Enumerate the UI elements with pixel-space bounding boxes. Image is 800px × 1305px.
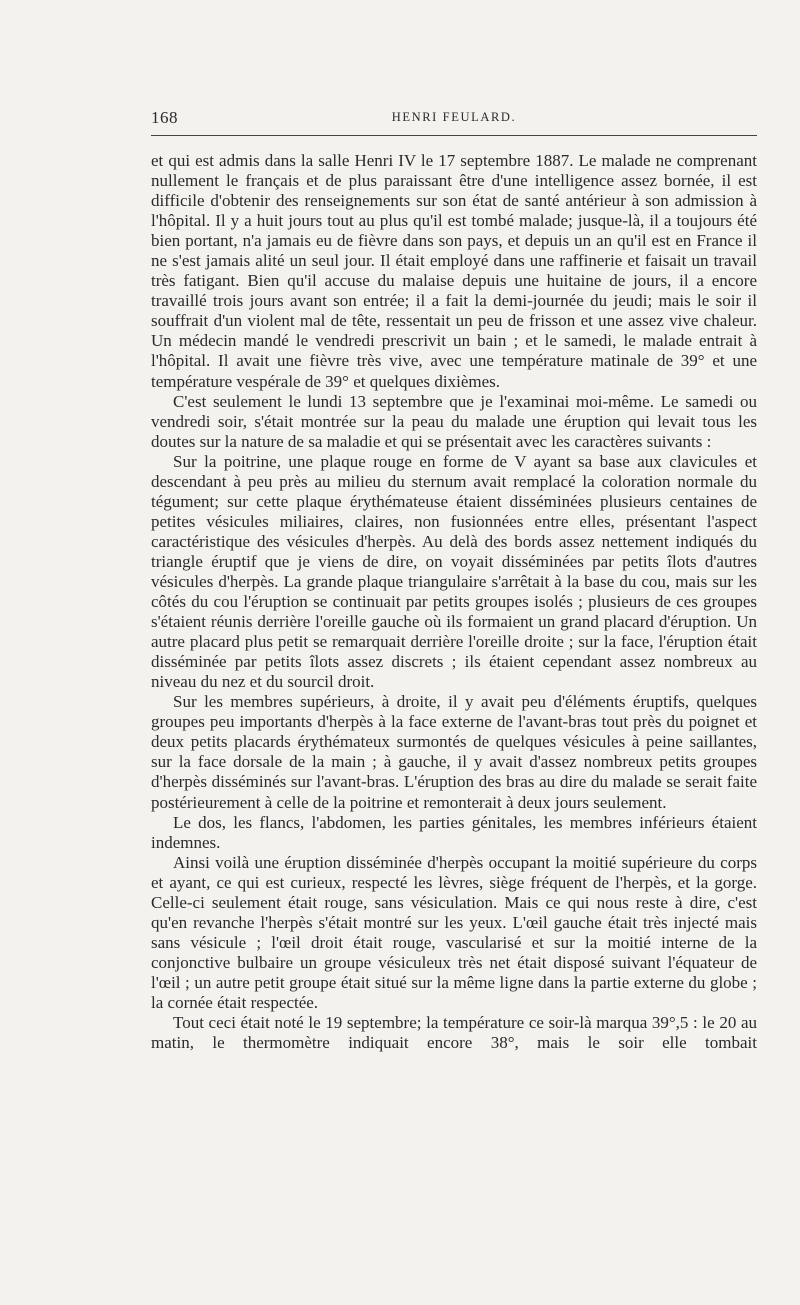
header-rule: [151, 135, 757, 136]
page-header: [151, 108, 757, 132]
body-text: [151, 151, 757, 1053]
paragraph: C'est seulement le lundi 13 septembre que je l'examinai moi-même. Le samedi ou vendredi soir, s'était montrée sur la peau du malade une éruption qui levait tous les doutes sur la nature de sa maladie et qui se présentait avec les caractères suivants :: [151, 391, 757, 451]
paragraph: Tout ceci était noté le 19 septembre; la température ce soir-là marqua 39°,5 : le 20 au matin, le thermomètre indiquait encore 38°, mais le soir elle tombait: [151, 1013, 757, 1053]
page-number: 168: [151, 108, 178, 127]
paragraph: Sur les membres supérieurs, à droite, il y avait peu d'éléments éruptifs, quelques groupes peu importants d'herpès à la face externe de l'avant-bras tout près du poignet et deux petits placards érythémateux surmontés de quelques vésicules à peine saillantes, sur la face dorsale de la main ; à gauche, il y avait d'assez nombreux petits groupes d'herpès disséminés sur l'avant-bras. L'éruption des bras au dire du malade se serait faite postérieurement à celle de la poitrine et remonterait à deux jours seulement.: [151, 692, 757, 812]
paragraph: et qui est admis dans la salle Henri IV le 17 septembre 1887. Le malade ne comprenant nullement le français et de plus paraissant être d'une intelligence assez bornée, il est difficile d'obtenir des renseignements sur son état de santé antérieur à son admission à l'hôpital. Il y a huit jours tout au plus qu'il est tombé malade; jusque-là, il a toujours été bien portant, n'a jamais eu de fièvre dans son pays, et depuis un an qu'il est en France il ne s'est jamais alité un seul jour. Il était employé dans une raffinerie et faisait un travail très fatigant. Bien qu'il accuse du malaise depuis une huitaine de jours, il a encore travaillé trois jours avant son entrée; il a fait la demi-journée du jeudi; mais le soir il souffrait d'un violent mal de tête, ressentait un peu de frisson et une assez vive chaleur. Un médecin mandé le vendredi prescrivit un bain ; et le samedi, le malade entrait à l'hôpital. Il avait une fièvre très vive, avec une température matinale de 39° et une température vespérale de 39° et quelques dixièmes.: [151, 151, 757, 391]
paragraph: Sur la poitrine, une plaque rouge en forme de V ayant sa base aux clavicules et descendant à peu près au milieu du sternum avait remplacé la coloration normale du tégument; sur cette plaque érythémateuse étaient disséminées plusieurs centaines de petites vésicules miliaires, claires, non fusionnées entre elles, présentant l'aspect caractéristique des vésicules d'herpès. Au delà des bords assez nettement indiqués du triangle éruptif que je viens de dire, on voyait disséminées par petits îlots d'autres vésicules d'herpès. La grande plaque triangulaire s'arrêtait à la base du cou, mais sur les côtés du cou l'éruption se continuait par petits groupes isolés ; plusieurs de ces groupes s'étaient réunis derrière l'oreille gauche où ils formaient un grand placard d'éruption. Un autre placard plus petit se remarquait derrière l'oreille droite ; sur la face, l'éruption était disséminée par petits îlots assez discrets ; ils étaient cependant assez nombreux au niveau du nez et du sourcil droit.: [151, 451, 757, 692]
running-head: HENRI FEULARD.: [391, 110, 517, 124]
paragraph: Ainsi voilà une éruption disséminée d'herpès occupant la moitié supérieure du corps et ayant, ce qui est curieux, respecté les lèvres, siège fréquent de l'herpès, et la gorge. Celle-ci seulement était rouge, sans vésiculation. Mais ce qui nous reste à dire, c'est qu'en revanche l'herpès s'était montré sur les yeux. L'œil gauche était très injecté mais sans vésicule ; l'œil droit était rouge, vascularisé et sur la moitié interne de la conjonctive bulbaire un groupe vésiculeux très net était disposé suivant l'équateur de l'œil ; un autre petit groupe était situé sur la même ligne dans la partie externe du globe ; la cornée était respectée.: [151, 852, 757, 1012]
paragraph: Le dos, les flancs, l'abdomen, les parties génitales, les membres inférieurs étaient indemnes.: [151, 812, 757, 852]
